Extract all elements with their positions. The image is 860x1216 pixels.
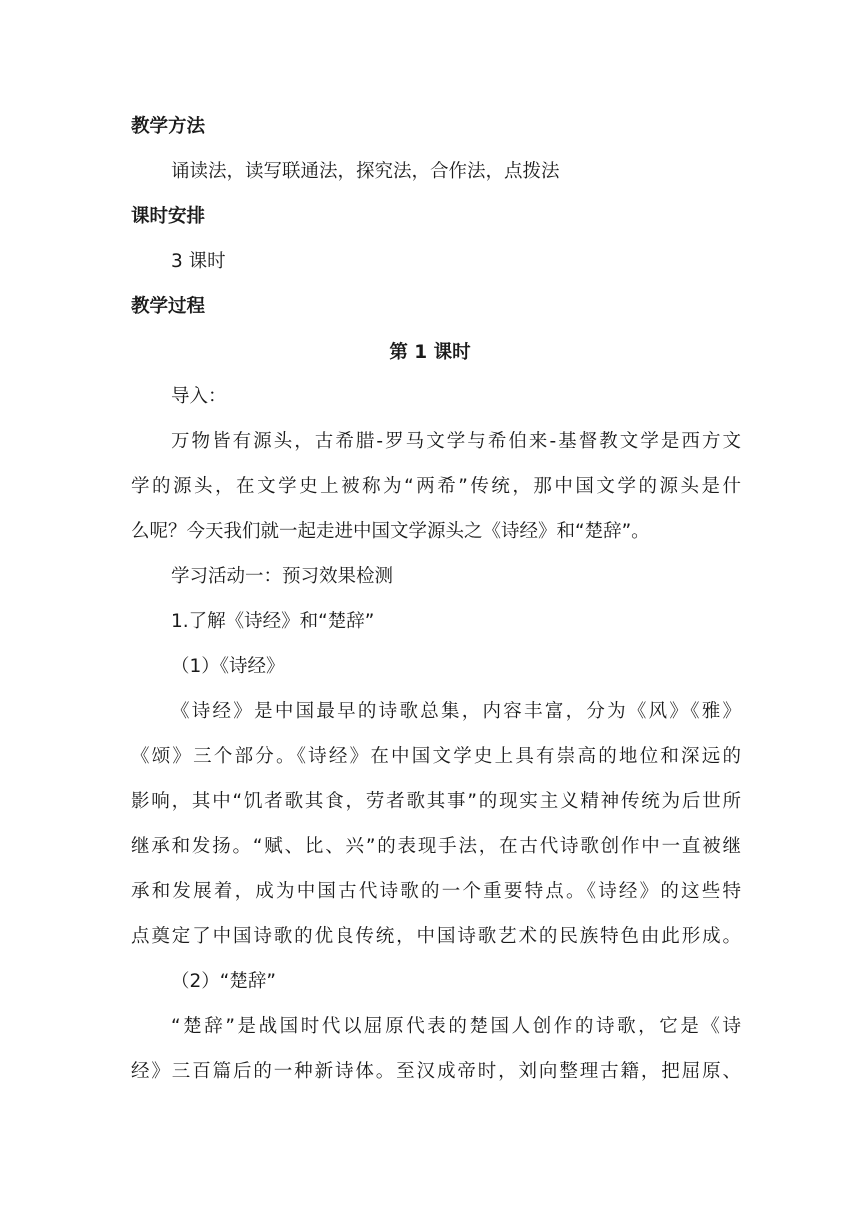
section-heading-process: 教学过程 (131, 296, 206, 317)
section-heading-method: 教学方法 (131, 116, 206, 137)
activity-heading: 学习活动一：预习效果检测 (171, 566, 394, 587)
shijing-line: 《颂》三个部分。《诗经》在中国文学史上具有崇高的地位和深远的 (131, 746, 741, 767)
shijing-line: 继承和发扬。“赋、比、兴”的表现手法，在古代诗歌创作中一直被继 (131, 836, 741, 857)
sub-item: （2）“楚辞” (171, 971, 276, 992)
section-heading-schedule: 课时安排 (131, 206, 206, 227)
shijing-line: 承和发展着，成为中国古代诗歌的一个重要特点。《诗经》的这些特 (131, 881, 741, 902)
chuci-line: “楚辞”是战国时代以屈原代表的楚国人创作的诗歌，它是《诗 (171, 1016, 741, 1037)
shijing-line: 影响，其中“饥者歌其食，劳者歌其事”的现实主义精神传统为后世所 (131, 791, 741, 812)
sub-item: （1）《诗经》 (171, 656, 285, 677)
intro-line: 学的源头，在文学史上被称为“两希”传统，那中国文学的源头是什 (131, 476, 741, 497)
shijing-line: 《诗经》是中国最早的诗歌总集，内容丰富，分为《风》《雅》 (171, 701, 741, 722)
list-item: 1.了解《诗经》和“楚辞” (171, 611, 375, 632)
intro-line: 万物皆有源头，古希腊-罗马文学与希伯来-基督教文学是西方文 (171, 431, 741, 452)
intro-line: 么呢？今天我们就一起走进中国文学源头之《诗经》和“楚辞”。 (131, 521, 650, 542)
method-text: 诵读法，读写联通法，探究法，合作法，点拨法 (171, 161, 560, 182)
chuci-line: 经》三百篇后的一种新诗体。至汉成帝时，刘向整理古籍，把屈原、 (131, 1061, 741, 1082)
schedule-text: 3 课时 (171, 251, 226, 272)
shijing-line: 点奠定了中国诗歌的优良传统，中国诗歌艺术的民族特色由此形成。 (131, 926, 741, 947)
intro-label: 导入： (171, 386, 227, 407)
lesson-title: 第 1 课时 (389, 342, 471, 363)
